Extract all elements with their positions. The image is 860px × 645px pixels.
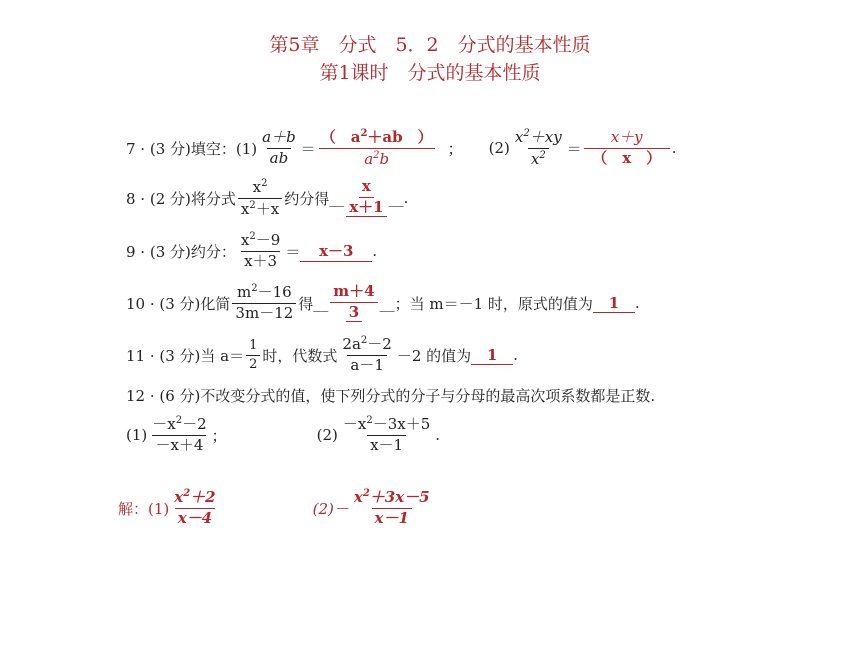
q7-semicolon: ； (447, 139, 463, 158)
q9-fraction: $\frac{x^2-9}{x+3}$ (240, 231, 281, 270)
q8-label: 8 · (2 分)将分式 (126, 189, 236, 208)
q7-answer-1: $\frac{( a^2+ab )}{a^2b}$ (318, 129, 436, 168)
q10-fraction: $\frac{m^2-16}{3m-12}$ (232, 284, 296, 322)
q12-label: 12 · (6 分)不改变分式的值，使下列分式的分子与分母的最高次项系数都是正数. (126, 386, 656, 405)
q10-label: 10 · (3 分)化简 (126, 294, 231, 313)
q10-answer-value: 1 (593, 294, 635, 313)
solution-1: $\frac{x^2+2}{x-4}$ (174, 488, 216, 527)
question-9: 9 · (3 分)约分： $\frac{x^2-9}{x+3}$ ＝ x－3 . (126, 231, 378, 270)
q11-answer: 1 (471, 346, 513, 365)
question-11: 11 · (3 分)当 a＝ $\frac{1}{2}$ 时，代数式 $\frac{2a^2-2}{a-1}$ －2 的值为 1 . (126, 335, 518, 374)
q11-label: 11 · (3 分)当 a＝ (126, 346, 245, 365)
q11-half: $\frac{1}{2}$ (246, 339, 260, 371)
q8-answer: $\frac{x}{x+1}$ (346, 179, 386, 217)
q7-label: 7 · (3 分)填空：(1) (126, 139, 258, 158)
q7-part2-label: (2) (488, 139, 510, 157)
q7-fraction-2: $\frac{x^2+xy}{x^2}$ (514, 127, 562, 168)
question-10: 10 · (3 分)化简 $\frac{m^2-16}{3m-12}$ 得 __ $\frac{m+4}{3}$ __ ；当 m＝－1 时，原式的值为 1 . (126, 282, 640, 322)
solution: 解：(1) $\frac{x^2+2}{x-4}$ (2)－ $\frac{x^2+3x-5}{x-1}$ (118, 478, 435, 538)
question-7: 7 · (3 分)填空：(1) $\frac{a+b}{ab}$ ＝ $\frac{( a^2+ab )}{a^2b}$ ； (2) $\frac{x^2+xy}{x^2}$ ＝ $\frac{x+y}{( x )}$ . (126, 127, 677, 168)
q7-fraction-1: $\frac{a+b}{ab}$ (262, 127, 296, 167)
q9-answer: x－3 (300, 240, 372, 262)
solution-label: 解：(1) (118, 499, 170, 518)
q7-answer-2: $\frac{x+y}{( x )}$ (584, 130, 670, 167)
chapter-title: 第5章 分式 5．2 分式的基本性质 (269, 34, 591, 56)
solution-2: $\frac{x^2+3x-5}{x-1}$ (353, 488, 430, 527)
q10-answer: $\frac{m+4}{3}$ (330, 284, 377, 322)
q9-label: 9 · (3 分)约分： (126, 242, 236, 261)
q12-fraction-1: $\frac{-x^2-2}{-x+4}$ (152, 415, 207, 454)
question-8: 8 · (2 分)将分式 $\frac{x^2}{x^2+x}$ 约分得 __ $\frac{x}{x+1}$ __ . (126, 177, 409, 218)
question-12-parts: (1) $\frac{-x^2-2}{-x+4}$ ； (2) $\frac{-x^2-3x+5}{x-1}$ . (126, 415, 441, 454)
q8-fraction: $\frac{x^2}{x^2+x}$ (238, 179, 282, 218)
q12-fraction-2: $\frac{-x^2-3x+5}{x-1}$ (342, 415, 431, 454)
q11-fraction: $\frac{2a^2-2}{a-1}$ (342, 335, 392, 374)
lesson-title: 第1课时 分式的基本性质 (319, 62, 541, 84)
